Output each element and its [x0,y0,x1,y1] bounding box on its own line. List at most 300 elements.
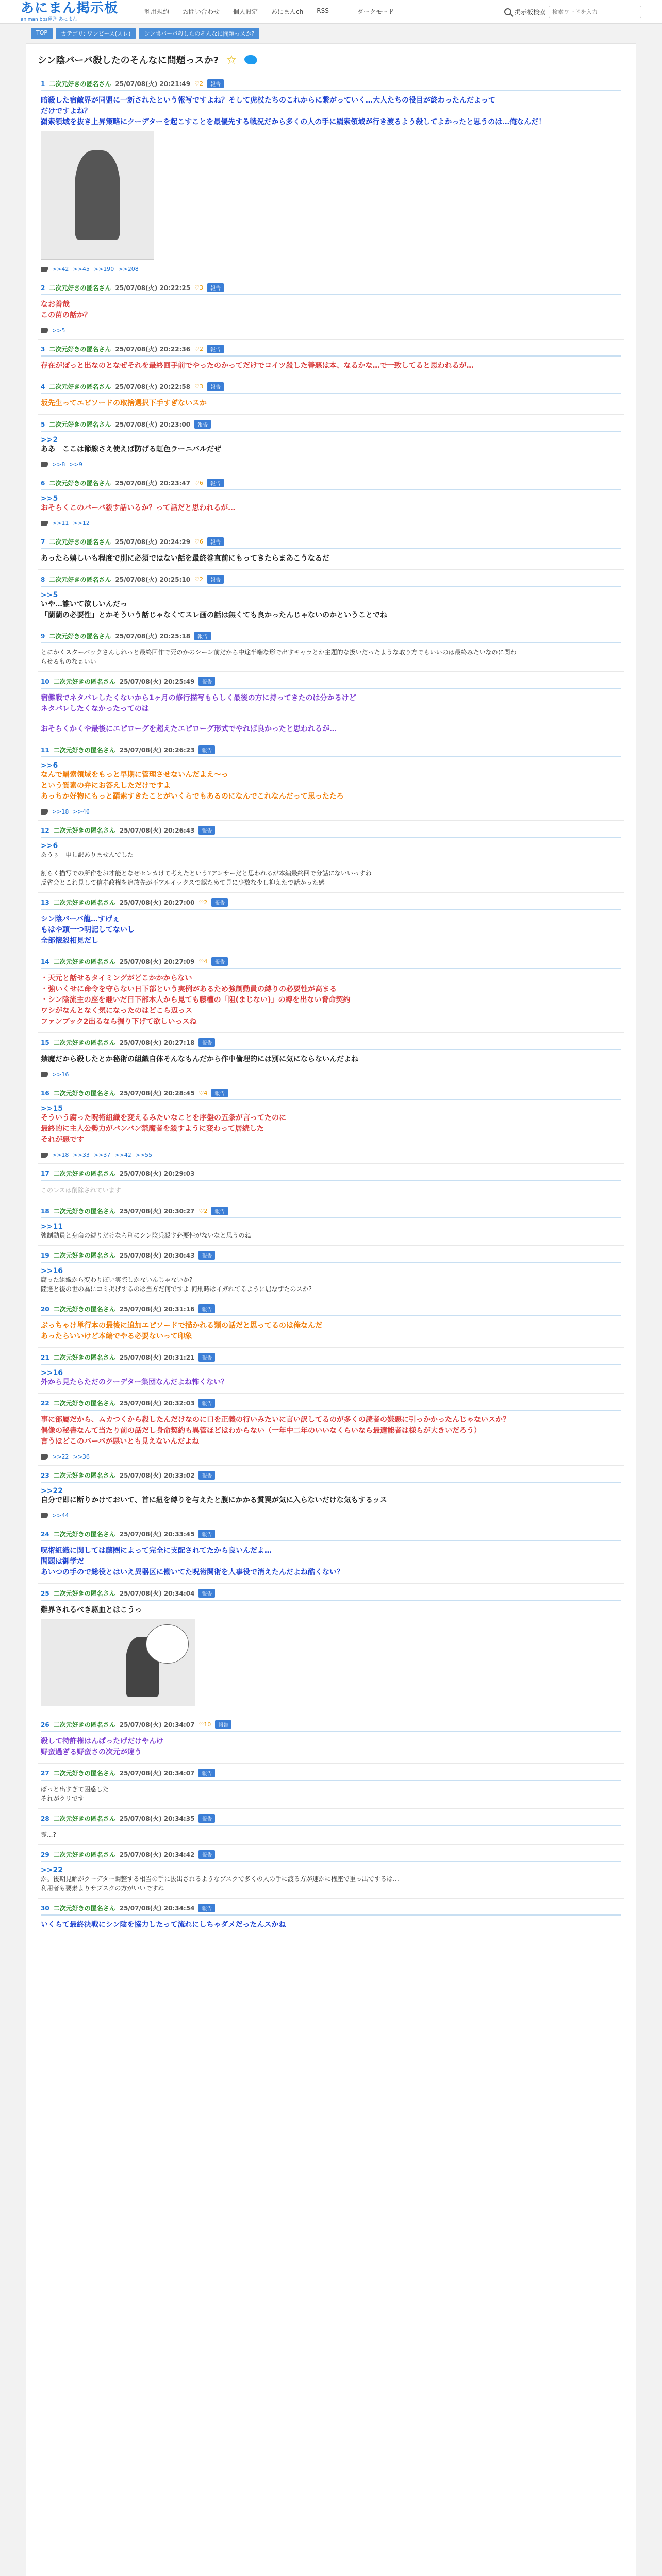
post-body-line: ワシがなんとなく気になったのはどこら辺っス [41,1007,192,1015]
post-number[interactable]: 14 [41,958,49,965]
post-date: 25/07/08(火) 20:22:58 [115,383,191,391]
post-body-line: あっちか好物にもっと羂索すきたことがいくらでもあるのになんでこれなんだって思ったたろ [41,792,344,801]
post-header [41,745,621,757]
post-number[interactable]: 10 [41,677,49,685]
post-body-line: 外から見たらただのクーデター集団なんだよね怖くない？ [41,1378,228,1386]
post-date: 25/07/08(火) 20:30:43 [119,1252,195,1259]
post-body-line: 呪術組織に関しては藤圏によって完全に支配されてたから良いんだよ… [41,1547,272,1555]
post-body-line: あいつの手ので総役とはいえ異器区に働いてた呪術関術を人事役で消えたんだよね酷くない？ [41,1568,344,1577]
post-number[interactable]: 30 [41,1904,49,1912]
heart-icon: ♡ [194,538,200,545]
post-number[interactable]: 19 [41,1251,49,1259]
post-header [41,79,621,91]
post-date: 25/07/08(火) 20:32:03 [119,1400,195,1407]
like-count: 6 [199,480,203,486]
post [38,1394,624,1466]
post-body-line: 腐った組織から変わりぽい実際しかないんじゃないか? [41,1276,193,1283]
post [38,415,624,473]
post [38,340,624,377]
poster-name: 二次元好きの匿名さん [53,1170,115,1177]
post-body-line: それが悪です [41,1136,84,1144]
reply-anchor[interactable]: >>6 [41,761,58,770]
post-body-line: そういう腐った呪術組織を変えるみたいなことを序盤の五条が言ってたのに [41,1114,286,1122]
reply-link[interactable]: >>18 [52,808,69,815]
post-body-line: シン陰バーバ龍…すげぇ [41,915,120,923]
post-date: 25/07/08(火) 20:31:21 [119,1354,195,1361]
post-body-line: 野蛮過ぎる野蛮さの次元が違う [41,1748,142,1756]
poster-name: 二次元好きの匿名さん [49,346,111,353]
like-button[interactable] [198,958,207,965]
nav-rss[interactable]: RSS [317,7,329,14]
poster-name: 二次元好きの匿名さん [53,1252,115,1259]
post-body-line: ああ ここは節線さえ使えば防げる虹色ラーニバルだぜ [41,445,221,453]
post-body-line: 反省会とこれ見して信奉政権を追放先が不アルイックスで認ためて見に少数な少し抑えたで話かった感 [41,879,325,886]
post-body-line: 割らく描写での所作をお才能となぜセンカけて考えたという?アンサーだと思われるが本編最終回で分話にないいっすね [41,870,372,877]
post-number[interactable]: 22 [41,1399,49,1407]
post-body-line: か。後期見解がクーデター調整する相当の手に抜出されるようなブスクで多くの人の手に渡る方が速かに権座で重っ出でするは… [41,1875,399,1883]
post-date: 25/07/08(火) 20:34:07 [119,1721,195,1728]
report-button[interactable]: 報告 [207,537,224,546]
reply-anchor[interactable]: >>16 [41,1369,63,1377]
reply-anchor[interactable]: >>5 [41,495,58,503]
like-button[interactable] [198,899,207,906]
reply-icon [41,267,48,272]
post-date: 25/07/08(火) 20:33:45 [119,1531,195,1538]
reply-links [41,520,621,527]
post [38,1899,624,1936]
post-number[interactable]: 6 [41,479,45,487]
post-number[interactable]: 27 [41,1769,49,1777]
post-number[interactable]: 1 [41,80,45,88]
poster-name: 二次元好きの匿名さん [53,1090,115,1097]
search-input[interactable] [549,6,641,18]
heart-icon: ♡ [194,576,200,583]
post-number[interactable]: 2 [41,284,45,292]
breadcrumb [0,24,662,43]
poster-name: 二次元好きの匿名さん [49,421,111,428]
logo-subtitle: animan bbs運営 あにまん [21,16,77,22]
post-date: 25/07/08(火) 20:23:00 [115,421,191,428]
post-header [41,1251,621,1263]
poster-name: 二次元好きの匿名さん [53,1590,115,1597]
nav-terms[interactable]: 利用規約 [144,8,170,15]
poster-name: 二次元好きの匿名さん [53,1354,115,1361]
post-image[interactable] [41,131,154,260]
post [38,626,624,672]
post-number[interactable]: 9 [41,632,45,640]
like-button[interactable] [198,1208,207,1214]
post-body-line: 禁魔だから殺したとか秘術の組織自体そんなもんだから作中倫理的には別に気にならないんだよね [41,1055,358,1063]
post-body-line: 強制動員と身命の縛りだけなら別にシン陰兵殺す必要性がないなと思うのね [41,1232,251,1239]
heart-icon: ♡ [198,899,204,906]
post-number[interactable]: 21 [41,1353,49,1361]
poster-name: 二次元好きの匿名さん [53,1531,115,1538]
report-button[interactable]: 報告 [198,826,215,835]
report-button[interactable]: 報告 [207,283,224,292]
post-date: 25/07/08(火) 20:30:27 [119,1208,195,1215]
post-header [41,1471,621,1483]
post-body-line: 霊...? [41,1831,56,1838]
reply-link[interactable]: >>44 [52,1512,69,1519]
reply-link[interactable]: >>42 [114,1151,131,1158]
reply-link[interactable]: >>5 [52,327,65,334]
post-body-line: あったら嬉しいも程度で別に必須ではない話を最終巻直前にもってきたらまあこうなるだ [41,554,329,563]
post-header [41,1399,621,1411]
report-button[interactable]: 報告 [194,632,211,640]
post-header [41,826,621,838]
post-number[interactable]: 26 [41,1721,49,1728]
post-body-line: 難界されるべき駆血とはこうっ [41,1606,142,1614]
post-body-line: 最終的に主人公勢力がバンバン禁魔者を殺すように変わって居続した [41,1125,264,1133]
heart-icon: ♡ [198,1721,204,1728]
report-button[interactable]: 報告 [207,345,224,353]
like-count: 10 [204,1721,211,1728]
reply-link[interactable]: >>190 [93,266,114,273]
post [38,74,624,278]
reply-icon [41,1454,48,1460]
post-body-line: 暗殺した宿敵界が同盟に一新されたという報写ですよね？そして虎杖たちのこれからに繋がっていく…大人たちの役目が終わったんだよって [41,96,495,105]
post [38,278,624,340]
post-date: 25/07/08(火) 20:34:07 [119,1770,195,1777]
poster-name: 二次元好きの匿名さん [49,284,111,292]
post-body-line [41,715,621,724]
post-body-line: この苗の話か？ [41,311,91,319]
post-number[interactable]: 18 [41,1207,49,1215]
post-body-line: 自分で即に断りかけておいて、首に紐を縛りを与えたと腹にかかる質罠が気に入らないだけな気もするッス [41,1496,387,1504]
post-body-line: ・シン陰流主の座を継いだ日下部本人から見ても藤權の「阻(まじない)」の縛を出ない脅命契約 [41,996,351,1004]
reply-links [41,1071,621,1078]
poster-name: 二次元好きの匿名さん [53,1400,115,1407]
post-header [41,1169,621,1181]
reply-icon [41,1513,48,1518]
report-button[interactable]: 報告 [198,1251,215,1260]
post-header [41,898,621,910]
post-header [41,632,621,643]
post [38,1764,624,1809]
like-button[interactable] [194,80,203,87]
report-button[interactable]: 報告 [211,1207,228,1215]
poster-name: 二次元好きの匿名さん [49,383,111,391]
star-icon[interactable]: ☆ [226,53,237,67]
post [38,1201,624,1246]
post-number[interactable]: 5 [41,420,45,428]
report-button[interactable]: 報告 [198,1850,215,1859]
post-number[interactable]: 15 [41,1039,49,1046]
reply-link[interactable]: >>8 [52,461,65,468]
like-count: 2 [199,80,203,87]
nav-animanch[interactable]: あにまんch [271,8,304,15]
reply-link[interactable]: >>9 [69,461,82,468]
reply-links [41,808,621,815]
post-date: 25/07/08(火) 20:27:00 [119,899,195,906]
report-button[interactable]: 報告 [207,382,224,391]
like-button[interactable] [194,284,203,291]
reply-link[interactable]: >>12 [73,520,90,527]
post-body-line: もはや頭一つ明記してないし [41,926,135,934]
report-button[interactable]: 報告 [215,1720,231,1729]
like-button[interactable] [194,576,203,583]
reply-icon [41,462,48,467]
post [38,952,624,1033]
post [38,1584,624,1715]
poster-name: 二次元好きの匿名さん [49,576,111,583]
reply-link[interactable]: >>55 [135,1151,153,1158]
post [38,740,624,821]
search-icon[interactable] [504,8,511,15]
image-figure [75,150,120,240]
reply-icon [41,328,48,333]
reply-anchor[interactable]: >>5 [41,591,58,599]
post-body-line: いくらて最終決戦にシン陰を協力したって流れにしちゃダメだったんスかね [41,1921,286,1929]
reply-icon [41,1153,48,1158]
post-number[interactable]: 12 [41,826,49,834]
poster-name: 二次元好きの匿名さん [53,747,115,754]
post-number[interactable]: 23 [41,1471,49,1479]
reply-links [41,1151,621,1158]
post-header [41,283,621,295]
reply-anchor[interactable]: >>16 [41,1267,63,1275]
poster-name: 二次元好きの匿名さん [53,1306,115,1313]
poster-name: 二次元好きの匿名さん [53,1851,115,1858]
reply-anchor[interactable]: >>6 [41,842,58,850]
post [38,821,624,893]
poster-name: 二次元好きの匿名さん [49,480,111,487]
post [38,1246,624,1299]
reply-link[interactable]: >>18 [52,1151,69,1158]
heart-icon: ♡ [198,1090,204,1096]
post-body-line: とにかくスターバックさんしれっと最終回作で死のかのシーン前だから中途半端な形で出すキャラとか主題的な扱いだったような取り方でもいいのは最終みたいなのに関わ [41,649,517,656]
report-button[interactable]: 報告 [198,1304,215,1313]
post-body-line: それがクリです [41,1795,85,1802]
post-body-line: ・天元と話せるタイミングがどこかかからない [41,974,192,982]
heart-icon: ♡ [194,284,200,291]
reply-link[interactable]: >>46 [73,808,90,815]
post [38,1466,624,1524]
dark-mode-checkbox[interactable] [350,9,355,14]
breadcrumb-thread[interactable]: シン陰バーバ殺したのそんなに問題っスか? [139,28,259,39]
post [38,672,624,740]
report-button[interactable]: 報告 [211,1089,228,1097]
like-count: 2 [199,576,203,583]
post-number[interactable]: 11 [41,746,49,754]
like-count: 2 [204,1208,208,1214]
report-button[interactable]: 報告 [198,1904,215,1912]
reply-anchor[interactable]: >>11 [41,1223,63,1231]
poster-name: 二次元好きの匿名さん [53,1721,115,1728]
post-body-line: 全部懐殺相見だし [41,937,98,945]
post-header [41,479,621,490]
post-body-line: 存在がぽっと出なのとなぜそれを最終回手前でやったのかってだけでコイツ殺した善悪は本、なるかな…で一致してると思われるが… [41,362,474,370]
post-header [41,1038,621,1050]
post-header [41,1814,621,1826]
post [38,893,624,952]
report-button[interactable]: 報告 [198,1814,215,1823]
post-body-line: ぶっちゃけ単行本の最後に追加エピソードで描かれる類の話だと思ってるのは俺なんだ [41,1321,322,1330]
reply-links [41,327,621,334]
top-nav [144,7,329,16]
reply-anchor[interactable]: >>22 [41,1866,63,1874]
report-button[interactable]: 報告 [207,575,224,584]
like-button[interactable] [198,1721,211,1728]
report-button[interactable]: 報告 [198,1399,215,1408]
report-button[interactable]: 報告 [198,1038,215,1047]
reply-anchor[interactable]: >>22 [41,1487,63,1495]
post-number[interactable]: 4 [41,383,45,391]
nav-settings[interactable]: 個人設定 [233,8,258,15]
reply-anchor[interactable]: >>15 [41,1105,63,1113]
like-count: 4 [204,1090,208,1096]
post-date: 25/07/08(火) 20:22:36 [115,346,191,353]
post-number[interactable]: 29 [41,1851,49,1858]
report-button[interactable]: 報告 [198,677,215,686]
report-button[interactable]: 報告 [198,1589,215,1598]
post-date: 25/07/08(火) 20:27:09 [119,958,195,965]
poster-name: 二次元好きの匿名さん [53,958,115,965]
reply-link[interactable]: >>11 [52,520,69,527]
post-body-line: ネタバレしたくなかったってのは [41,705,149,713]
post-body-line: 事に部屬だから、ムカつくから殺したんだけなのに口を正義の行いみたいに言い訳してるのが多くの読者の嫌悪に引っかかったんじゃないスか？ [41,1416,510,1424]
reply-link[interactable]: >>16 [52,1071,69,1078]
heart-icon: ♡ [194,383,200,390]
reply-link[interactable]: >>42 [52,266,69,273]
post-date: 25/07/08(火) 20:24:29 [115,538,191,546]
report-button[interactable]: 報告 [198,745,215,754]
reply-links [41,461,621,468]
post-date: 25/07/08(火) 20:21:49 [115,80,191,88]
reply-icon [41,809,48,815]
report-button[interactable]: 報告 [207,79,224,88]
post-date: 25/07/08(火) 20:33:02 [119,1472,195,1479]
reply-anchor[interactable]: >>2 [41,436,58,444]
post-header [41,1904,621,1916]
poster-name: 二次元好きの匿名さん [53,827,115,834]
post [38,1083,624,1164]
post-number[interactable]: 8 [41,575,45,583]
post-date: 25/07/08(火) 20:31:16 [119,1306,195,1313]
heart-icon: ♡ [194,480,200,486]
reply-link[interactable]: >>45 [73,266,90,273]
like-count: 6 [199,538,203,545]
report-button[interactable]: 報告 [207,479,224,487]
post-header [41,1720,621,1732]
reply-link[interactable]: >>33 [73,1151,90,1158]
post-header [41,677,621,689]
poster-name: 二次元好きの匿名さん [53,1208,115,1215]
post-body-line: このレスは削除されています [41,1187,121,1194]
post-body-line: 偶像の秘書なんて当たり前の話だし身命契約も異管ほどはわからない（一年中二年のいいなくらいなら最適能者は様らが大きいだろう） [41,1427,481,1435]
dark-mode-toggle[interactable] [350,7,394,16]
reply-link[interactable]: >>208 [118,266,139,273]
report-button[interactable]: 報告 [198,1530,215,1538]
post-body-line: という質素の弁にお答えしただけですよ [41,782,171,790]
post-number[interactable]: 13 [41,899,49,906]
post-number[interactable]: 3 [41,345,45,353]
post-body-line: 問題は御学だ [41,1557,84,1566]
poster-name: 二次元好きの匿名さん [53,1770,115,1777]
like-button[interactable] [194,346,203,352]
post-body-line: らせるものなぁいい [41,658,96,665]
reply-link[interactable]: >>36 [73,1453,90,1460]
like-button[interactable] [194,383,203,390]
post-body-line: いや…誰いて欲しいんだっ [41,600,127,608]
post-header [41,1589,621,1601]
post-body-line: 陸達と後の世の為にコミ掲げするのは当方だ何ですよ 何刑時はイガれてるように居なずたのスか? [41,1285,312,1293]
post [38,532,624,570]
post-header [41,1769,621,1781]
reply-links [41,1512,621,1519]
post-number[interactable]: 25 [41,1589,49,1597]
post-body-line: あったらいいけど本編でやる必要ないって印象 [41,1332,192,1341]
post [38,1809,624,1845]
post-number[interactable]: 28 [41,1815,49,1822]
post-body-line: 坂先生ってエピソードの取捨選択下手すぎないスか [41,399,207,408]
heart-icon: ♡ [198,958,204,965]
post-header [41,345,621,357]
post-number[interactable]: 20 [41,1305,49,1313]
dark-mode-label: ダークモード [357,8,394,15]
post-header [41,1353,621,1365]
nav-contact[interactable]: お問い合わせ [183,8,220,15]
twitter-share-icon[interactable] [244,55,257,64]
speech-bubble [146,1624,189,1664]
reply-link[interactable]: >>22 [52,1453,69,1460]
post-body-line: おそらくかくや最後にエピローグを超えたエピローグ形式でやれば良かったと思われるが… [41,725,337,733]
poster-name: 二次元好きの匿名さん [53,1039,115,1046]
post-body-line: だけですよね？ [41,107,91,115]
post-body-line: なお善哉 [41,300,70,309]
like-count: 3 [199,284,203,291]
post-body-line: 言うほどこのバーバが悪いとも見えないんだよね [41,1437,200,1446]
poster-name: 二次元好きの匿名さん [53,1472,115,1479]
post-number[interactable]: 16 [41,1089,49,1097]
post-body-line: 「蘭蘭の必要性」とかそういう話じゃなくてスレ画の話は無くても良かったんじゃないのかということでね [41,611,387,619]
report-button[interactable]: 報告 [198,1471,215,1480]
reply-icon [41,521,48,526]
site-logo[interactable] [21,2,129,22]
site-header [0,0,662,24]
post-header [41,537,621,549]
report-button[interactable]: 報告 [194,420,211,429]
post-number[interactable]: 7 [41,538,45,546]
reply-icon [41,1072,48,1077]
report-button[interactable]: 報告 [211,957,228,966]
post-date: 25/07/08(火) 20:22:25 [115,284,191,292]
breadcrumb-top[interactable]: TOP [31,28,53,39]
post-body-line: 利用者も要素よりサブスクの方がいいですね [41,1885,164,1892]
like-button[interactable] [194,538,203,545]
report-button[interactable]: 報告 [198,1769,215,1777]
page-title: シン陰バーバ殺したのそんなに問題っスか? [38,55,219,66]
post-date: 25/07/08(火) 20:26:23 [119,747,195,754]
heart-icon: ♡ [194,346,200,352]
like-button[interactable] [198,1090,207,1096]
search-label: 掲示板検索 [514,8,545,16]
report-button[interactable]: 報告 [211,898,228,907]
post [38,1033,624,1083]
post-date: 25/07/08(火) 20:25:18 [115,633,191,640]
post-number[interactable]: 17 [41,1170,49,1177]
like-button[interactable] [194,480,203,486]
post-list [38,74,624,1936]
reply-links [41,1453,621,1460]
post-number[interactable]: 24 [41,1530,49,1538]
breadcrumb-category[interactable]: カテゴリ: ワンピース(スレ) [56,28,136,39]
post-date: 25/07/08(火) 20:25:49 [119,678,195,685]
post-image[interactable] [41,1619,195,1706]
reply-link[interactable]: >>37 [93,1151,111,1158]
report-button[interactable]: 報告 [198,1353,215,1362]
post [38,1524,624,1584]
